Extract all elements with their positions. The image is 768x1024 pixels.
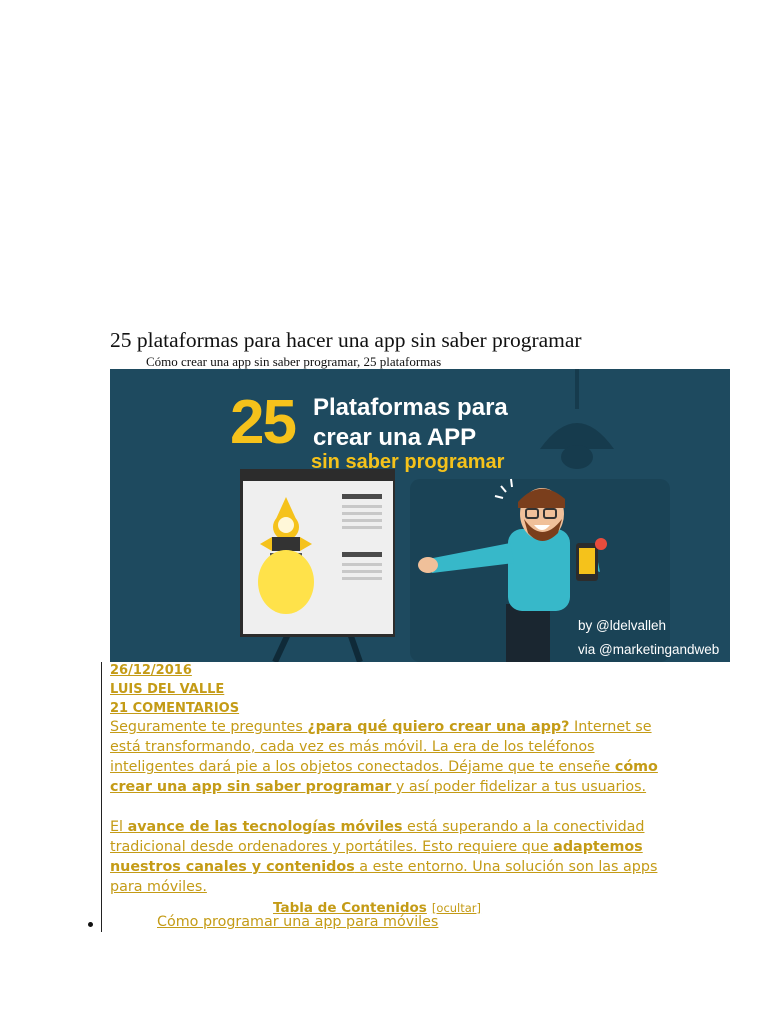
article-title: 25 plataformas para hacer una app sin saber programar — [110, 328, 582, 352]
presentation-board — [243, 481, 393, 634]
intro-paragraph[interactable] — [110, 717, 670, 797]
lightbulb-icon — [258, 550, 314, 614]
character-body — [508, 529, 570, 611]
author-link[interactable]: LUIS DEL VALLE — [110, 682, 225, 697]
post-date-link[interactable]: 26/12/2016 — [110, 663, 192, 678]
second-text-3: a este entorno. Una solución son las apps para móviles. — [110, 859, 658, 895]
hero-number: 25 — [230, 388, 295, 457]
comments-link[interactable]: 21 COMENTARIOS — [110, 701, 240, 716]
list-bullet-icon — [88, 922, 93, 927]
intro-question: ¿para qué quiero crear una app? — [307, 719, 570, 735]
second-highlight-1: avance de las tecnologías móviles — [127, 819, 403, 835]
second-text-1: El — [110, 819, 128, 835]
second-paragraph[interactable] — [110, 817, 670, 897]
hero-credit-author: by @ldelvalleh — [578, 618, 667, 633]
intro-text-2: Internet se está transformando, cada vez es más móvil. La era de los teléfonos inteligentes dará pie a los objetos conectados. Déjame que te enseñe — [110, 719, 652, 775]
image-caption: Cómo crear una app sin saber programar, 25 plataformas — [146, 354, 442, 369]
toc-toggle-link[interactable]: [ocultar] — [431, 901, 482, 915]
left-border — [101, 662, 102, 932]
intro-highlight: cómo crear una app sin saber programar — [110, 759, 658, 795]
second-text-2: está superando a la conectividad tradicional desde ordenadores y portátiles. Esto requiere que — [110, 819, 645, 855]
intro-text-1: Seguramente te preguntes — [110, 719, 308, 735]
second-highlight-2: adaptemos nuestros canales y contenidos — [110, 839, 643, 875]
toc-item-link[interactable]: Cómo programar una app para móviles — [157, 914, 439, 930]
intro-text-3: y así poder fidelizar a tus usuarios. — [391, 779, 647, 795]
hero-headline-line2: crear una APP — [313, 424, 477, 451]
hero-credit-source: via @marketingandweb — [578, 642, 720, 657]
toc-title[interactable]: Tabla de Contenidos — [273, 900, 427, 916]
hero-headline-line1: Plataformas para — [313, 394, 508, 421]
hero-headline-line3: sin saber programar — [311, 451, 505, 473]
hero-image — [110, 369, 730, 662]
